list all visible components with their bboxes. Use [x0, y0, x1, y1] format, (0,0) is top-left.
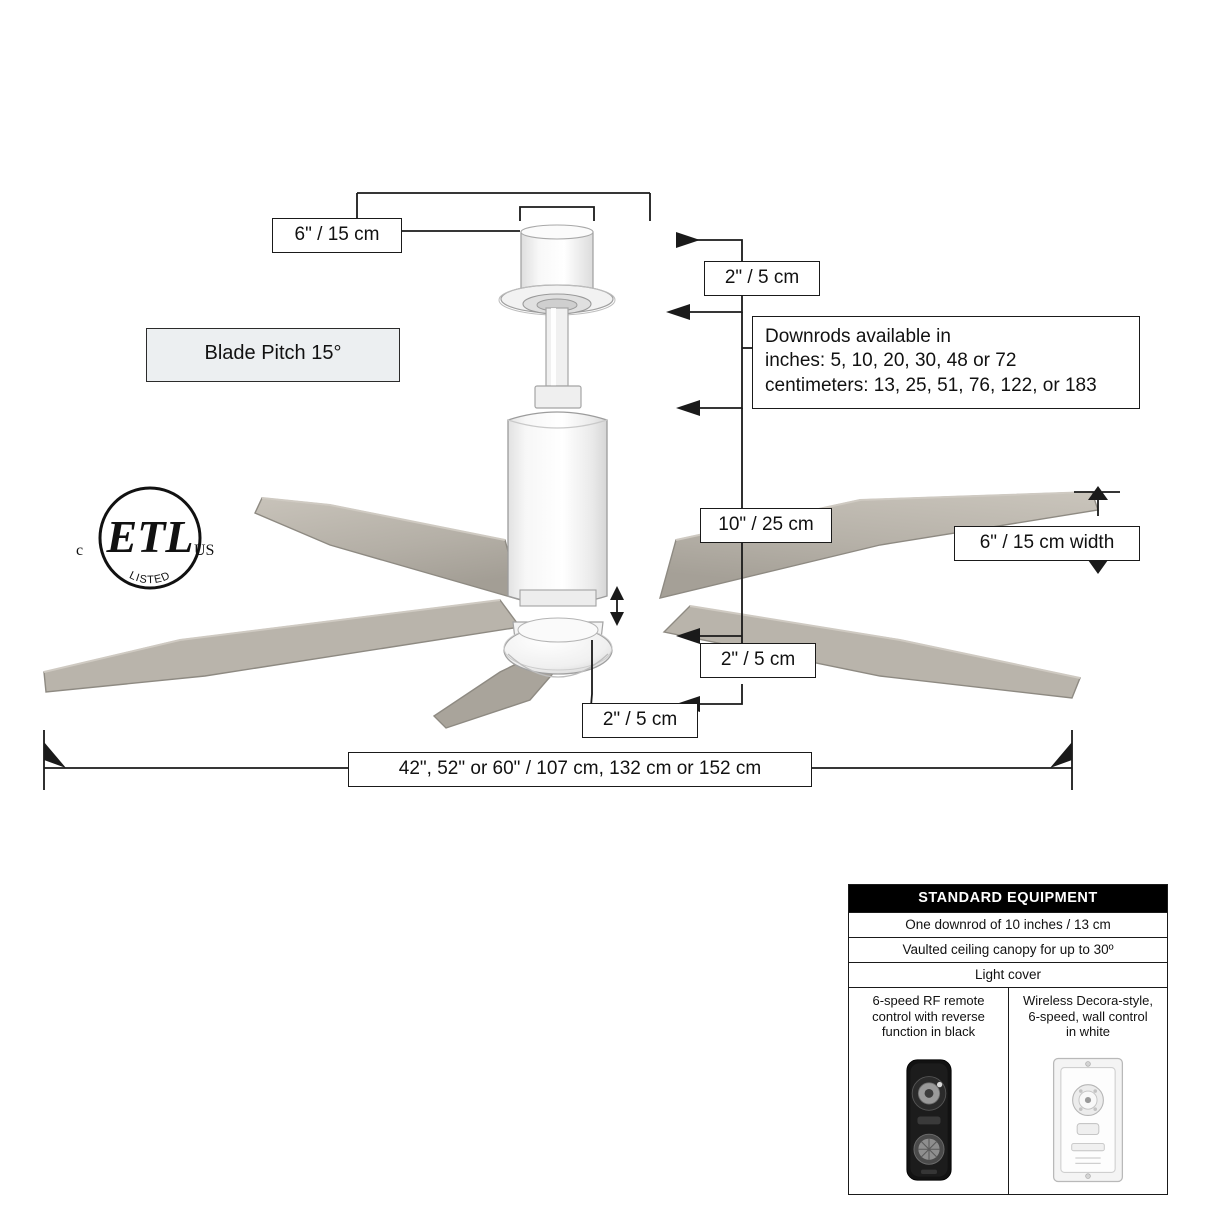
callout-downrods-line3: centimeters: 13, 25, 51, 76, 122, or 183 — [765, 374, 1097, 396]
remote-control-cell — [849, 988, 1008, 1194]
svg-text:LISTED: LISTED — [127, 569, 173, 587]
wall-control-caption-line1: Wireless Decora-style, — [1022, 993, 1154, 1008]
wall-control-caption-line2: 6-speed, wall control — [1028, 1008, 1148, 1024]
callout-motor-height: 10" / 25 cm — [700, 508, 832, 543]
wall-control-caption-line3: in white — [1065, 1024, 1111, 1040]
callout-blade-width: 6" / 15 cm width — [954, 526, 1140, 561]
standard-equipment-header: STANDARD EQUIPMENT — [849, 885, 1167, 912]
fan-blade-left-lower — [44, 600, 520, 692]
remote-caption-line1: 6-speed RF remote — [872, 993, 985, 1008]
callout-downrods-line2: inches: 5, 10, 20, 30, 48 or 72 — [765, 350, 1017, 372]
callout-downrods — [752, 316, 1140, 409]
callout-canopy-height: 2" / 5 cm — [704, 261, 820, 296]
svg-text:ETL: ETL — [106, 511, 194, 562]
etl-listed-mark — [76, 480, 224, 606]
standard-equipment-row: One downrod of 10 inches / 13 cm — [849, 912, 1167, 937]
wall-control-cell — [1008, 988, 1167, 1194]
standard-equipment-row: Light cover — [849, 962, 1167, 987]
fan-motor-housing — [508, 386, 607, 606]
etl-c-label: c — [76, 542, 84, 559]
remote-caption-line2: control with reverse — [872, 1008, 985, 1024]
callout-overall-diameter: 42", 52" or 60" / 107 cm, 132 cm or 152 cm — [348, 752, 812, 787]
callout-canopy-width: 6" / 15 cm — [272, 218, 402, 253]
remote-caption-line3: function in black — [881, 1024, 976, 1040]
callout-blade-pitch: Blade Pitch 15° — [146, 328, 400, 382]
fan-canopy — [499, 225, 615, 315]
etl-us-label: US — [194, 542, 215, 559]
standard-equipment-row: Vaulted ceiling canopy for up to 30º — [849, 937, 1167, 962]
fan-downrod — [546, 308, 568, 386]
handheld-remote-icon — [898, 1054, 960, 1186]
callout-blade-thickness: 2" / 5 cm — [582, 703, 698, 738]
callout-light-kit-height: 2" / 5 cm — [700, 643, 816, 678]
handheld-remote-image — [855, 1046, 1002, 1186]
wall-control-icon — [1050, 1054, 1126, 1186]
wall-control-image — [1015, 1046, 1161, 1186]
callout-downrods-line1: Downrods available in — [765, 326, 951, 347]
standard-equipment-controls — [849, 987, 1167, 1194]
fan-blade-left-upper — [255, 498, 521, 600]
standard-equipment-table — [848, 884, 1168, 1195]
